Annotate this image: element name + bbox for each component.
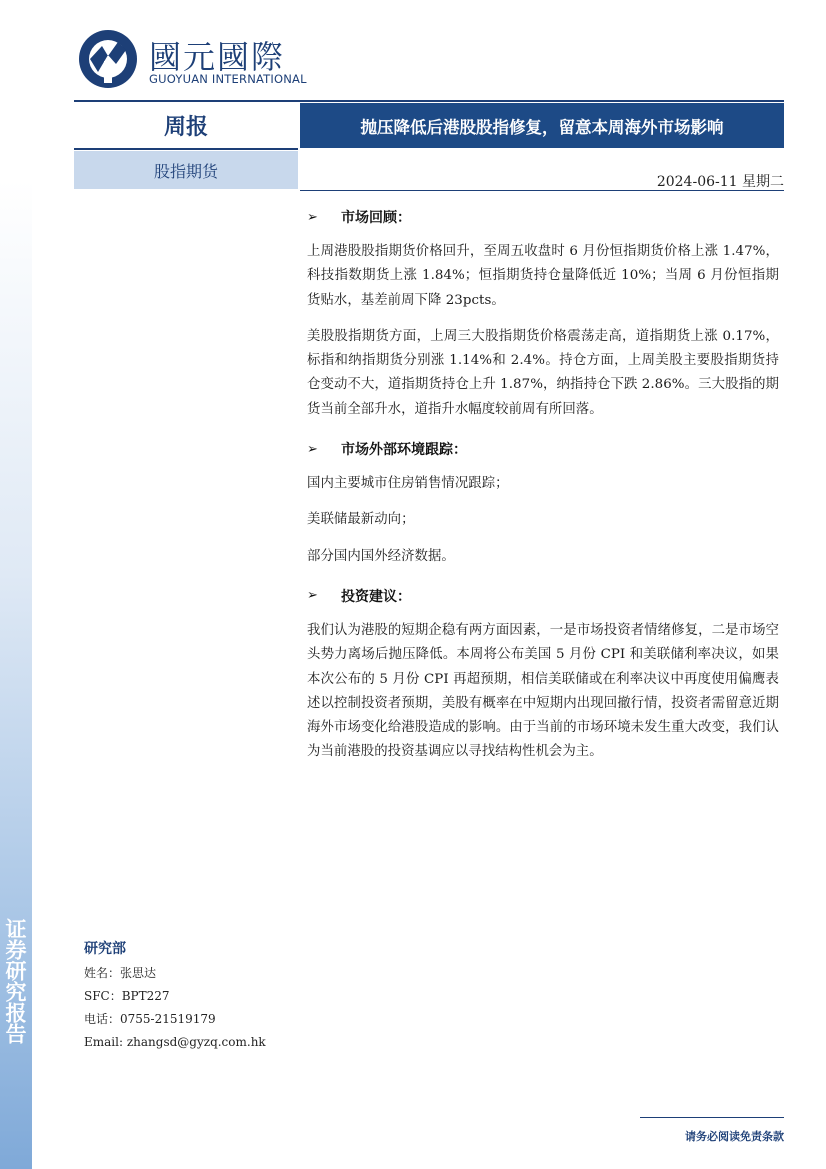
section-heading (307, 202, 779, 232)
paragraph: 美股股指期货方面，上周三大股指期货价格震荡走高，道指期货上涨 0.17%，标指和纳指期货分别涨 1.14%和 2.4%。持仓方面，上周美股主要股指期货持仓变动不大，道指期货持仓上升 1.87%，纳指持仓下跌 2.86%。三大股指的期货当前全部升水，道指升水幅度较前周有所回落。 (307, 328, 779, 417)
section-heading (307, 581, 779, 611)
paragraph: 部分国内国外经济数据。 (307, 548, 455, 564)
paragraph: 上周港股股指期货价格回升，至周五收盘时 6 月份恒指期货价格上涨 1.47%，科技指数期货上涨 1.84%；恒指期货持仓量降低近 10%；当周 6 月份恒指期货贴水，基差前周下降 23pcts。 (307, 244, 779, 308)
header-rule (74, 100, 784, 102)
author-email: Email: zhangsd@gyzq.com.hk (84, 1035, 266, 1049)
arrow-bullet-icon: ➢ (307, 441, 318, 457)
report-body (307, 200, 779, 777)
author-info (84, 938, 266, 1054)
section-heading (307, 434, 779, 464)
arrow-bullet-icon: ➢ (307, 588, 318, 604)
side-label: 证券研究报告 (3, 918, 27, 1044)
report-category: 股指期货 (74, 151, 298, 189)
brand-name-en: GUOYUAN INTERNATIONAL (149, 72, 307, 86)
date-rule (300, 190, 784, 191)
section-heading-text: 市场回顾： (341, 210, 411, 226)
brand-name-cn: 國元國際 (149, 38, 286, 76)
report-date: 2024-06-11 星期二 (656, 174, 784, 190)
section-heading-text: 投资建议： (341, 588, 411, 605)
report-title: 抛压降低后港股股指修复，留意本周海外市场影响 (300, 103, 784, 148)
report-type: 周报 (74, 103, 298, 150)
paragraph: 国内主要城市住房销售情况跟踪； (307, 476, 509, 492)
author-sfc: SFC：BPT227 (84, 989, 170, 1003)
paragraph: 美联储最新动向； (307, 512, 415, 528)
author-phone: 电话：0755-21519179 (84, 1012, 216, 1026)
section-heading-text: 市场外部环境跟踪： (341, 442, 467, 459)
arrow-bullet-icon: ➢ (307, 209, 318, 225)
disclaimer-link[interactable]: 请务必阅读免责条款 (685, 1130, 784, 1143)
paragraph: 我们认为港股的短期企稳有两方面因素，一是市场投资者情绪修复，二是市场空头势力离场后抛压降低。本周将公布美国 5 月份 CPI 和美联储利率决议，如果本次公布的 5 月份 CPI 再超预期，相信美联储或在利率决议中再度使用偏鹰表述以控制投资者预期，美股有概率在中短期内出现回撤行情，投资者需留意近期海外市场变化给港股造成的影响。由于当前的市场环境未发生重大改变，我们认为当前港股的投资基调应以寻找结构性机会为主。 (307, 622, 779, 760)
disclaimer-rule (640, 1117, 784, 1118)
author-name: 姓名：张思达 (84, 966, 157, 980)
author-dept: 研究部 (84, 941, 126, 957)
